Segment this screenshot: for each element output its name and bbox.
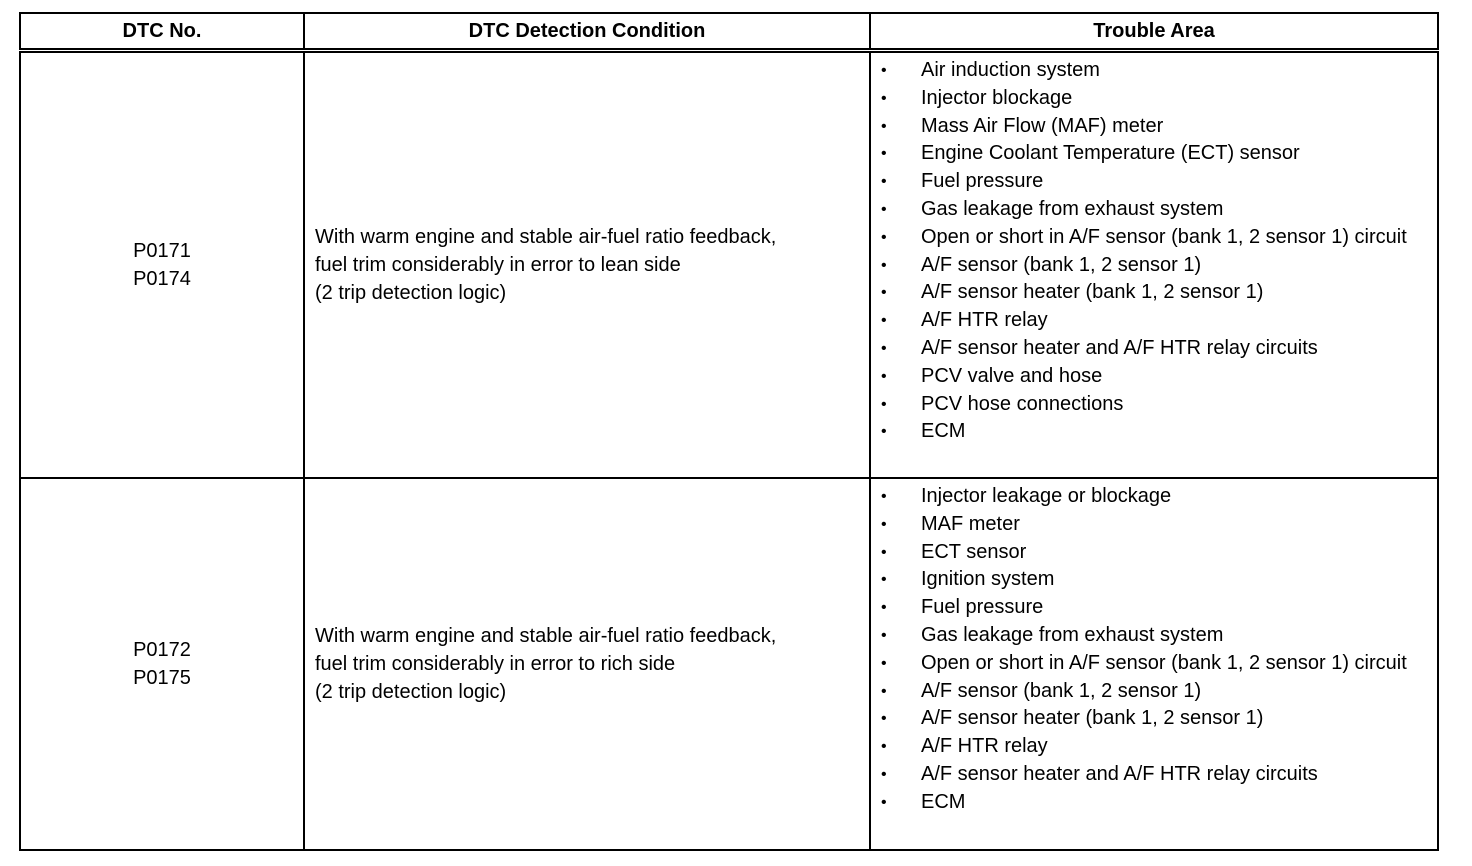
- bullet-icon: •: [881, 793, 887, 811]
- header-dtc-no: DTC No.: [20, 13, 304, 51]
- condition-line: (2 trip detection logic): [315, 282, 507, 304]
- trouble-area-text: Ignition system: [921, 568, 1055, 591]
- bullet-icon: •: [881, 284, 887, 302]
- trouble-area-item: [871, 733, 1437, 761]
- trouble-area-item: [871, 705, 1437, 733]
- trouble-area-text: Injector leakage or blockage: [921, 485, 1172, 507]
- bullet-icon: •: [881, 515, 887, 533]
- trouble-area-text: MAF meter: [921, 512, 1020, 535]
- trouble-area-text: ECT sensor: [921, 540, 1027, 563]
- dtc-code: P0172: [133, 639, 191, 661]
- bullet-icon: •: [881, 654, 887, 672]
- trouble-area-text: Gas leakage from exhaust system: [921, 197, 1224, 220]
- condition-line: With warm engine and stable air-fuel ratio feedback,: [315, 226, 777, 248]
- trouble-area-item: [871, 650, 1437, 678]
- bullet-icon: •: [881, 626, 887, 644]
- bullet-icon: •: [881, 200, 887, 218]
- trouble-area-item: [871, 57, 1437, 85]
- trouble-area-item: [871, 279, 1437, 307]
- bullet-icon: •: [881, 89, 887, 107]
- detection-condition-cell: [304, 478, 870, 850]
- trouble-area-text: Open or short in A/F sensor (bank 1, 2 sensor 1) circuit: [921, 225, 1407, 248]
- bullet-icon: •: [881, 423, 887, 441]
- condition-line: fuel trim considerably in error to lean side: [315, 254, 681, 276]
- trouble-area-cell: [870, 478, 1438, 850]
- trouble-area-list: [871, 57, 1437, 446]
- trouble-area-text: ECM: [921, 420, 966, 443]
- dtc-code-cell: [20, 478, 304, 850]
- trouble-area-text: Mass Air Flow (MAF) meter: [921, 114, 1164, 137]
- trouble-area-item: [871, 622, 1437, 650]
- bullet-icon: •: [881, 488, 887, 505]
- trouble-area-item: [871, 224, 1437, 252]
- bullet-icon: •: [881, 765, 887, 783]
- trouble-area-item: [871, 761, 1437, 789]
- trouble-area-text: Air induction system: [921, 59, 1100, 81]
- trouble-area-text: ECM: [921, 790, 966, 813]
- trouble-area-text: A/F HTR relay: [921, 309, 1048, 332]
- trouble-area-text: PCV hose connections: [921, 392, 1124, 415]
- trouble-area-item: [871, 113, 1437, 141]
- bullet-icon: •: [881, 256, 887, 274]
- bullet-icon: •: [881, 173, 887, 191]
- trouble-area-item: [871, 483, 1437, 511]
- trouble-area-item: [871, 594, 1437, 622]
- trouble-area-list: [871, 483, 1437, 817]
- table-row: [20, 478, 1438, 850]
- dtc-code: P0175: [133, 667, 191, 689]
- bullet-icon: •: [881, 543, 887, 561]
- trouble-area-text: Engine Coolant Temperature (ECT) sensor: [921, 142, 1300, 165]
- trouble-area-text: Gas leakage from exhaust system: [921, 623, 1224, 646]
- bullet-icon: •: [881, 395, 887, 413]
- dtc-code: P0171: [133, 240, 191, 262]
- trouble-area-item: [871, 539, 1437, 567]
- trouble-area-text: A/F sensor heater and A/F HTR relay circuits: [921, 336, 1318, 359]
- trouble-area-text: Fuel pressure: [921, 596, 1044, 619]
- trouble-area-item: [871, 140, 1437, 168]
- detection-condition-cell: [304, 51, 870, 479]
- trouble-area-cell: [870, 51, 1438, 479]
- trouble-area-text: A/F sensor (bank 1, 2 sensor 1): [921, 679, 1202, 702]
- bullet-icon: •: [881, 599, 887, 617]
- dtc-code-cell: [20, 51, 304, 479]
- trouble-area-text: A/F sensor heater (bank 1, 2 sensor 1): [921, 281, 1264, 304]
- trouble-area-item: [871, 363, 1437, 391]
- bullet-icon: •: [881, 117, 887, 135]
- bullet-icon: •: [881, 367, 887, 385]
- trouble-area-text: Injector blockage: [921, 86, 1073, 109]
- trouble-area-item: [871, 335, 1437, 363]
- trouble-area-item: [871, 566, 1437, 594]
- header-row: [20, 13, 1438, 51]
- trouble-area-text: Open or short in A/F sensor (bank 1, 2 sensor 1) circuit: [921, 651, 1407, 674]
- table-row: [20, 51, 1438, 479]
- bullet-icon: •: [881, 312, 887, 330]
- trouble-area-item: [871, 678, 1437, 706]
- trouble-area-item: [871, 252, 1437, 280]
- trouble-area-text: A/F sensor heater and A/F HTR relay circuits: [921, 762, 1318, 785]
- trouble-area-item: [871, 418, 1437, 446]
- bullet-icon: •: [881, 682, 887, 700]
- header-detection-condition: DTC Detection Condition: [304, 13, 870, 51]
- trouble-area-item: [871, 789, 1437, 817]
- dtc-table: [19, 12, 1439, 851]
- bullet-icon: •: [881, 738, 887, 756]
- trouble-area-item: [871, 196, 1437, 224]
- trouble-area-item: [871, 511, 1437, 539]
- bullet-icon: •: [881, 228, 887, 246]
- header-trouble-area: Trouble Area: [870, 13, 1438, 51]
- bullet-icon: •: [881, 571, 887, 589]
- trouble-area-text: A/F HTR relay: [921, 735, 1048, 758]
- trouble-area-item: [871, 85, 1437, 113]
- trouble-area-text: A/F sensor heater (bank 1, 2 sensor 1): [921, 707, 1264, 730]
- bullet-icon: •: [881, 710, 887, 728]
- bullet-icon: •: [881, 339, 887, 357]
- trouble-area-item: [871, 307, 1437, 335]
- trouble-area-text: PCV valve and hose: [921, 364, 1103, 387]
- trouble-area-item: [871, 168, 1437, 196]
- trouble-area-text: A/F sensor (bank 1, 2 sensor 1): [921, 253, 1202, 276]
- condition-line: (2 trip detection logic): [315, 681, 507, 703]
- bullet-icon: •: [881, 145, 887, 163]
- condition-line: fuel trim considerably in error to rich side: [315, 653, 676, 675]
- dtc-code: P0174: [133, 268, 191, 290]
- bullet-icon: •: [881, 62, 887, 79]
- trouble-area-text: Fuel pressure: [921, 170, 1044, 193]
- condition-line: With warm engine and stable air-fuel ratio feedback,: [315, 625, 777, 647]
- trouble-area-item: [871, 391, 1437, 419]
